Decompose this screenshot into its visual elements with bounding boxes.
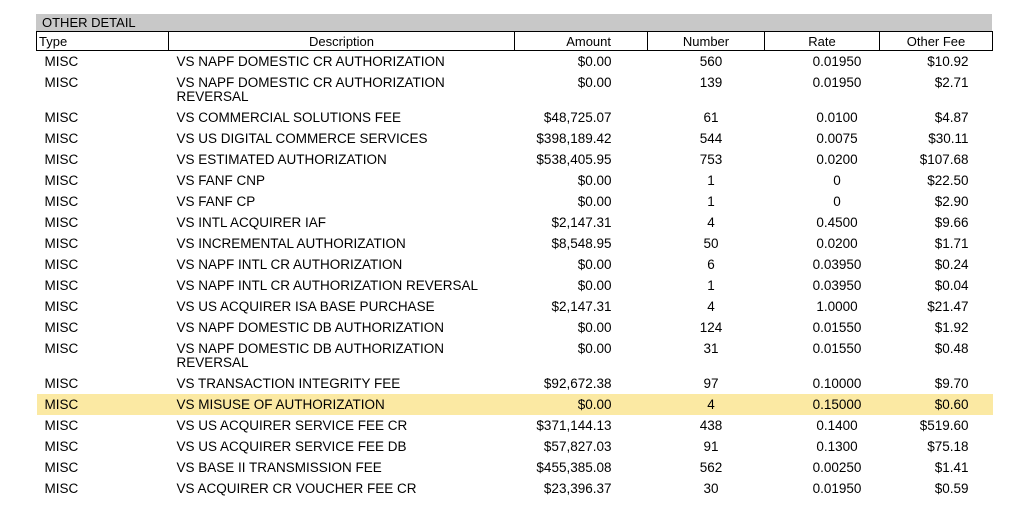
table-row (37, 233, 993, 254)
cell-type: MISC (44, 341, 79, 356)
cell-other-fee: $2.71 (934, 75, 969, 90)
cell-amount: $0.00 (577, 75, 612, 90)
other-detail-section (36, 14, 992, 507)
cell-other-fee: $22.50 (927, 173, 969, 188)
cell-number: 1 (707, 194, 715, 209)
cell-number: 6 (707, 257, 715, 272)
table-row (37, 275, 993, 296)
cell-other-fee: $0.59 (934, 481, 969, 496)
table-row (37, 296, 993, 317)
table-row (37, 436, 993, 457)
cell-type: MISC (44, 173, 79, 188)
cell-rate: 0.4500 (816, 215, 858, 230)
section-title: OTHER DETAIL (36, 14, 992, 31)
cell-amount: $455,385.08 (536, 460, 612, 475)
cell-rate: 0.1400 (816, 418, 858, 433)
cell-number: 438 (699, 418, 723, 433)
table-row-cutoff (37, 499, 993, 507)
table-row (37, 415, 993, 436)
cell-other-fee: $0.60 (880, 394, 993, 415)
cell-rate: 0.15000 (765, 394, 880, 415)
cell-description: VS US ACQUIRER ISA BASE PURCHASE (176, 299, 435, 314)
other-detail-table (36, 31, 993, 507)
cell-other-fee: $1.41 (934, 460, 969, 475)
cell-number: 753 (699, 152, 723, 167)
cell-amount: $8,548.95 (551, 236, 612, 251)
cell-description: VS ACQUIRER CR VOUCHER FEE CR (176, 481, 417, 496)
cell-amount: $398,189.42 (536, 131, 612, 146)
cell-amount: $0.00 (577, 257, 612, 272)
cell-type: MISC (44, 439, 79, 454)
cell-rate: 1.0000 (816, 299, 858, 314)
cell-description: VS NAPF DOMESTIC CR AUTHORIZATION REVERSAL (176, 75, 445, 104)
table-row-highlighted (37, 394, 993, 415)
cell-other-fee: $2.90 (934, 194, 969, 209)
column-header-type: Type (37, 32, 169, 51)
cell-amount: $0.00 (577, 341, 612, 356)
cell-other-fee: $4.87 (934, 110, 969, 125)
cell-rate: 0 (833, 194, 841, 209)
cell-type: MISC (44, 299, 79, 314)
cell-rate: 0.0075 (816, 131, 858, 146)
cell-other-fee: $0.04 (934, 278, 969, 293)
cell-number: 31 (703, 341, 719, 356)
cell-amount: $0.00 (577, 320, 612, 335)
cell-description: VS US DIGITAL COMMERCE SERVICES (176, 131, 428, 146)
cell-type: MISC (44, 376, 79, 391)
cell-amount: $92,672.38 (543, 376, 612, 391)
cell-number: 61 (703, 110, 719, 125)
cell-amount: $57,827.03 (543, 439, 612, 454)
cell-number: 562 (699, 460, 723, 475)
cell-rate: 0.01550 (812, 341, 862, 356)
cell-description: VS INCREMENTAL AUTHORIZATION (176, 236, 406, 251)
cell-amount: $0.00 (577, 173, 612, 188)
cell-rate: 0 (833, 173, 841, 188)
table-row (37, 457, 993, 478)
cell-rate: 0.03950 (812, 257, 862, 272)
cell-amount: $0.00 (577, 194, 612, 209)
cell-description: VS ESTIMATED AUTHORIZATION (176, 152, 387, 167)
cell-type: MISC (37, 394, 169, 415)
cell-other-fee: $1.92 (934, 320, 969, 335)
cell-rate: 0.01950 (812, 481, 862, 496)
cell-number: 4 (707, 299, 715, 314)
cell-type: MISC (44, 418, 79, 433)
cell-amount: $2,147.31 (551, 299, 612, 314)
cell-number: 4 (707, 215, 715, 230)
cell-type: MISC (44, 320, 79, 335)
cell-description: VS NAPF DOMESTIC DB AUTHORIZATION (176, 320, 445, 335)
cell-description: VS NAPF DOMESTIC CR AUTHORIZATION (176, 54, 445, 69)
cell-number: 124 (699, 320, 723, 335)
cell-amount: $538,405.95 (536, 152, 612, 167)
cell-rate: 0.0200 (816, 236, 858, 251)
cell-description: VS BASE II TRANSMISSION FEE (176, 460, 382, 475)
cell-number: 4 (648, 394, 765, 415)
cell-rate: 0.0200 (816, 152, 858, 167)
cell-other-fee: $10.92 (927, 54, 969, 69)
cell-other-fee: $0.24 (934, 257, 969, 272)
table-row (37, 170, 993, 191)
cell-description: VS COMMERCIAL SOLUTIONS FEE (176, 110, 402, 125)
cell-type: MISC (44, 460, 79, 475)
column-header-description: Description (169, 32, 515, 51)
cell-number: 544 (699, 131, 723, 146)
cell-amount: $48,725.07 (543, 110, 612, 125)
cell-number: 139 (699, 75, 723, 90)
table-row (37, 72, 993, 107)
table-row (37, 212, 993, 233)
cell-amount: $23,396.37 (543, 481, 612, 496)
cell-type: MISC (44, 194, 79, 209)
cell-other-fee: $75.18 (927, 439, 969, 454)
cell-amount: $0.00 (515, 394, 648, 415)
cell-rate: 0.00250 (812, 460, 862, 475)
cell-description: VS US ACQUIRER SERVICE FEE DB (176, 439, 407, 454)
cell-other-fee: $107.68 (919, 152, 969, 167)
column-header-rate: Rate (765, 32, 880, 51)
table-row (37, 254, 993, 275)
cell-description: VS NAPF INTL CR AUTHORIZATION REVERSAL (176, 278, 479, 293)
cell-number: 1 (707, 173, 715, 188)
cell-description: VS FANF CP (176, 194, 256, 209)
cell-rate: 0.10000 (812, 376, 862, 391)
cell-number: 97 (703, 376, 719, 391)
cell-type: MISC (44, 278, 79, 293)
table-header-row (37, 32, 993, 51)
cell-amount: $0.00 (577, 278, 612, 293)
cell-other-fee: $519.60 (919, 418, 969, 433)
table-row (37, 338, 993, 373)
table-row (37, 107, 993, 128)
cell-rate: 0.01550 (812, 320, 862, 335)
table-row (37, 317, 993, 338)
table-row (37, 128, 993, 149)
cell-description: VS FANF CNP (176, 173, 266, 188)
cell-number: 91 (703, 439, 719, 454)
cell-amount: $0.00 (577, 54, 612, 69)
cell-number: 560 (699, 54, 723, 69)
cell-rate: 0.03950 (812, 278, 862, 293)
cell-rate: 0.0100 (816, 110, 858, 125)
cell-type: MISC (44, 236, 79, 251)
cell-amount: $2,147.31 (551, 215, 612, 230)
table-row (37, 478, 993, 499)
cell-rate: 0.1300 (816, 439, 858, 454)
table-row (37, 51, 993, 73)
cell-rate: 0.01950 (812, 54, 862, 69)
cell-type: MISC (44, 110, 79, 125)
cell-type: MISC (44, 131, 79, 146)
table-row (37, 191, 993, 212)
cell-number: 1 (707, 278, 715, 293)
cell-other-fee: $30.11 (928, 131, 969, 146)
cell-description: VS NAPF DOMESTIC DB AUTHORIZATION REVERSAL (176, 341, 445, 370)
column-header-other-fee: Other Fee (880, 32, 993, 51)
cell-amount: $371,144.13 (536, 418, 612, 433)
cell-rate: 0.01950 (812, 75, 862, 90)
cell-type: MISC (44, 215, 79, 230)
cell-type: MISC (44, 481, 79, 496)
cell-other-fee: $0.48 (934, 341, 969, 356)
cell-type: MISC (44, 54, 79, 69)
cell-other-fee: $9.70 (934, 376, 969, 391)
cell-other-fee: $21.47 (927, 299, 969, 314)
cell-description: VS MISUSE OF AUTHORIZATION (169, 394, 515, 415)
cell-description: VS TRANSACTION INTEGRITY FEE (176, 376, 401, 391)
table-row (37, 373, 993, 394)
table-row (37, 149, 993, 170)
cell-number: 50 (703, 236, 719, 251)
column-header-number: Number (648, 32, 765, 51)
cell-other-fee: $9.66 (934, 215, 969, 230)
cell-description: VS NAPF INTL CR AUTHORIZATION (176, 257, 403, 272)
cell-other-fee: $1.71 (934, 236, 969, 251)
cell-description: VS US ACQUIRER SERVICE FEE CR (176, 418, 408, 433)
cell-number: 30 (703, 481, 719, 496)
cell-type: MISC (44, 75, 79, 90)
column-header-amount: Amount (515, 32, 648, 51)
cell-description: VS INTL ACQUIRER IAF (176, 215, 327, 230)
cell-type: MISC (44, 152, 79, 167)
cell-type: MISC (44, 257, 79, 272)
